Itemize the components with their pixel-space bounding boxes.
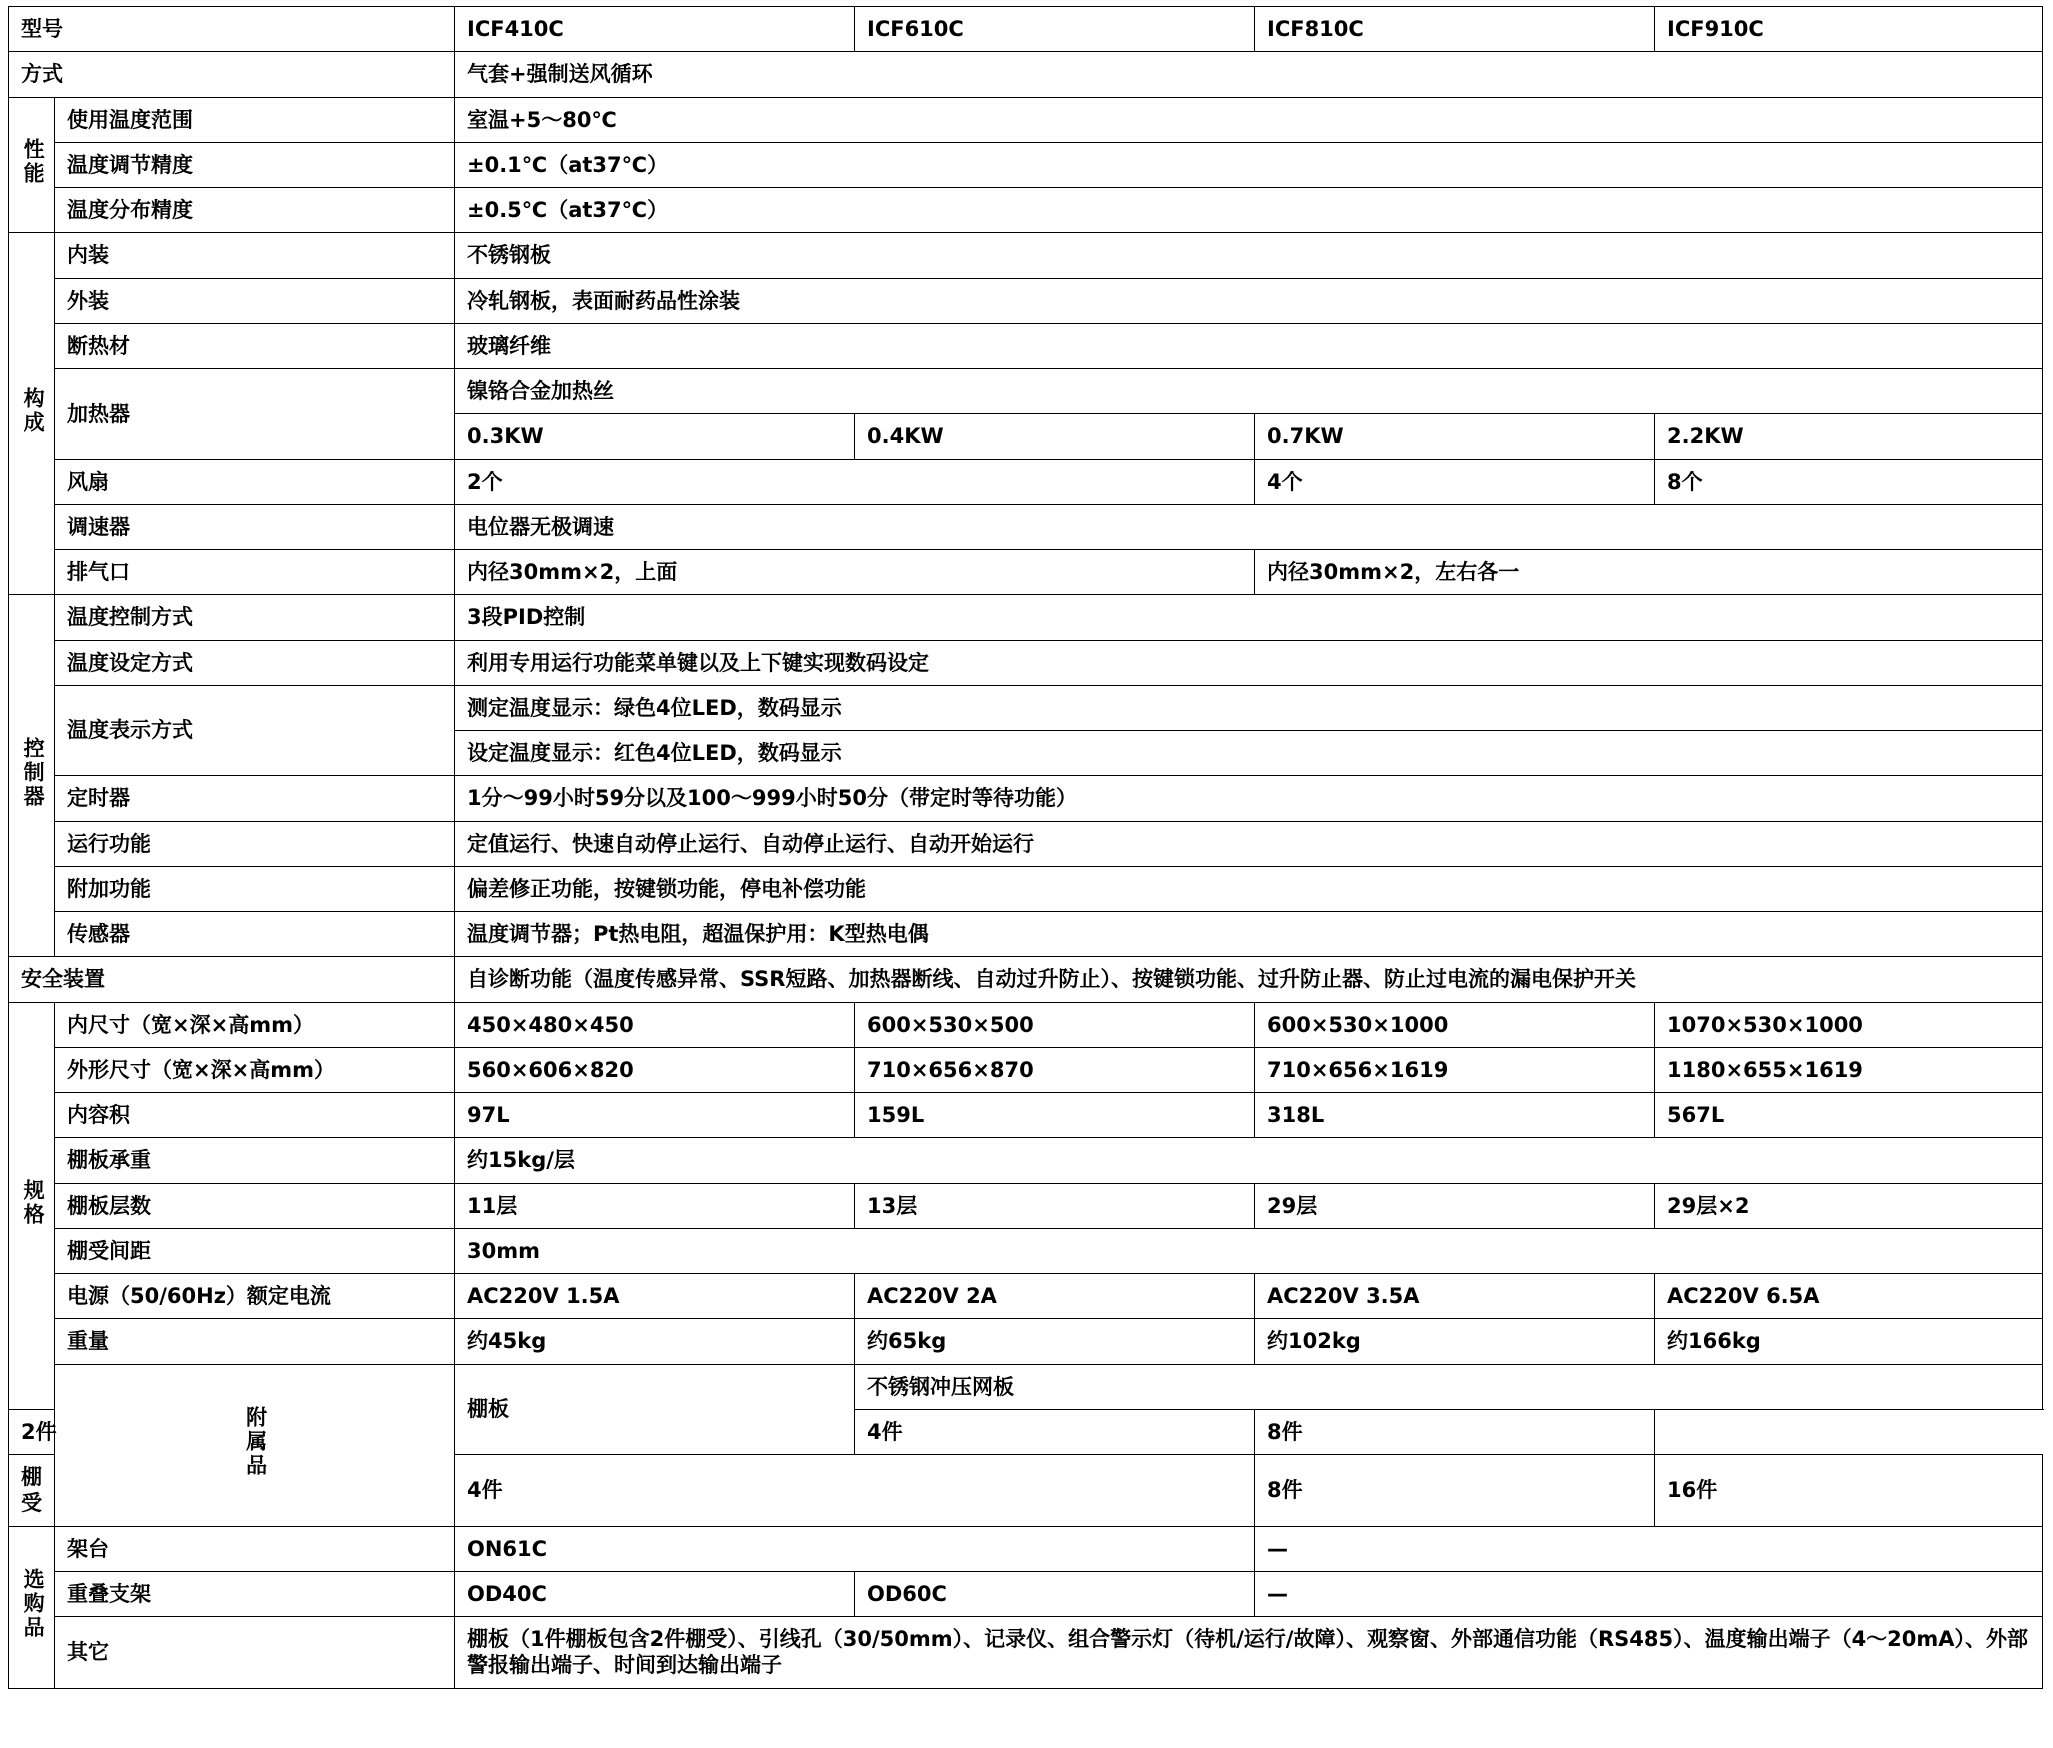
row-label-fan: 风扇 xyxy=(55,459,455,504)
row-label-sensor: 传感器 xyxy=(55,912,455,957)
row-value-fan-2: 4个 xyxy=(1255,459,1655,504)
row-value-power-icf810c: AC220V 3.5A xyxy=(1255,1274,1655,1319)
row-value-speed-controller: 电位器无极调速 xyxy=(455,504,2043,549)
row-value-sensor: 温度调节器；Pt热电阻，超温保护用：K型热电偶 xyxy=(455,912,2043,957)
header-model-label: 型号 xyxy=(9,7,455,52)
row-label-temp-display-method: 温度表示方式 xyxy=(55,685,455,776)
table-row-power xyxy=(9,1274,2043,1319)
row-value-temp-display-measured: 测定温度显示：绿色4位LED，数码显示 xyxy=(455,685,2043,730)
specification-table xyxy=(8,6,2043,1689)
row-value-stacking-bracket-2: OD60C xyxy=(855,1571,1255,1616)
row-label-temp-accuracy: 温度调节精度 xyxy=(55,142,455,187)
table-row-extra-functions xyxy=(9,866,2043,911)
row-value-fan-3: 8个 xyxy=(1655,459,2043,504)
table-row-fan xyxy=(9,459,2043,504)
table-row-method xyxy=(9,52,2043,97)
table-row-run-functions xyxy=(9,821,2043,866)
row-value-inner-size-icf810c: 600×530×1000 xyxy=(1255,1002,1655,1047)
row-value-other: 棚板（1件棚板包含2件棚受）、引线孔（30/50mm）、记录仪、组合警示灯（待机/运行/故障）、观察窗、外部通信功能（RS485）、温度输出端子（4～20mA）、外部警报输出端子、时间到达输出端子 xyxy=(455,1617,2043,1689)
row-label-extra-functions: 附加功能 xyxy=(55,866,455,911)
table-row-temp-range xyxy=(9,97,2043,142)
row-label-shelf-levels: 棚板层数 xyxy=(55,1183,455,1228)
row-value-outer-size-icf810c: 710×656×1619 xyxy=(1255,1047,1655,1092)
row-label-method: 方式 xyxy=(9,52,455,97)
row-value-extra-functions: 偏差修正功能，按键锁功能，停电补偿功能 xyxy=(455,866,2043,911)
row-value-shelf-board-count-3: 8件 xyxy=(1255,1409,1655,1454)
row-label-shelf-board: 棚板 xyxy=(455,1364,855,1455)
row-value-stand-left: ON61C xyxy=(455,1526,1255,1571)
row-value-outer-size-icf910c: 1180×655×1619 xyxy=(1655,1047,2043,1092)
row-label-inner-material: 内装 xyxy=(55,233,455,278)
row-value-weight-icf810c: 约102kg xyxy=(1255,1319,1655,1364)
table-row-temp-setting-method xyxy=(9,640,2043,685)
row-value-temp-range: 室温+5～80℃ xyxy=(455,97,2043,142)
row-value-shelf-support-3: 16件 xyxy=(1655,1455,2043,1527)
row-value-shelf-board-material: 不锈钢冲压网板 xyxy=(855,1364,2043,1409)
row-value-temp-accuracy: ±0.1℃（at37℃） xyxy=(455,142,2043,187)
row-value-temp-distribution: ±0.5℃（at37℃） xyxy=(455,188,2043,233)
table-row-temp-control-method xyxy=(9,595,2043,640)
table-row-outer-material xyxy=(9,278,2043,323)
row-value-shelf-support-1: 4件 xyxy=(455,1455,1255,1527)
row-value-safety: 自诊断功能（温度传感异常、SSR短路、加热器断线、自动过升防止）、按键锁功能、过升防止器、防止过电流的漏电保护开关 xyxy=(455,957,2043,1002)
row-label-inner-size: 内尺寸（宽×深×高mm） xyxy=(55,1002,455,1047)
table-row-stacking-bracket xyxy=(9,1571,2043,1616)
row-value-volume-icf610c: 159L xyxy=(855,1093,1255,1138)
row-label-temp-setting-method: 温度设定方式 xyxy=(55,640,455,685)
row-value-shelf-board-count-2: 4件 xyxy=(855,1409,1255,1454)
row-label-run-functions: 运行功能 xyxy=(55,821,455,866)
row-label-exhaust: 排气口 xyxy=(55,550,455,595)
table-row-speed-controller xyxy=(9,504,2043,549)
table-header-row xyxy=(9,7,2043,52)
table-row-insulation xyxy=(9,323,2043,368)
row-value-volume-icf810c: 318L xyxy=(1255,1093,1655,1138)
row-value-run-functions: 定值运行、快速自动停止运行、自动停止运行、自动开始运行 xyxy=(455,821,2043,866)
row-label-heater: 加热器 xyxy=(55,369,455,460)
row-label-temp-control-method: 温度控制方式 xyxy=(55,595,455,640)
group-construction xyxy=(9,233,55,595)
row-label-shelf-support: 棚受 xyxy=(9,1455,55,1527)
row-value-inner-size-icf410c: 450×480×450 xyxy=(455,1002,855,1047)
header-model-icf410c: ICF410C xyxy=(455,7,855,52)
table-row-shelf-pitch xyxy=(9,1228,2043,1273)
header-model-icf910c: ICF910C xyxy=(1655,7,2043,52)
row-label-weight: 重量 xyxy=(55,1319,455,1364)
table-row-exhaust xyxy=(9,550,2043,595)
table-row-shelf-board-material xyxy=(9,1364,2043,1409)
row-value-shelf-pitch: 30mm xyxy=(455,1228,2043,1273)
row-value-heater-power-icf810c: 0.7KW xyxy=(1255,414,1655,459)
table-row-safety xyxy=(9,957,2043,1002)
table-row-other xyxy=(9,1617,2043,1689)
row-value-power-icf410c: AC220V 1.5A xyxy=(455,1274,855,1319)
row-label-outer-size: 外形尺寸（宽×深×高mm） xyxy=(55,1047,455,1092)
table-row-temp-display-measured xyxy=(9,685,2043,730)
row-label-insulation: 断热材 xyxy=(55,323,455,368)
table-row-inner-material xyxy=(9,233,2043,278)
row-value-temp-control-method: 3段PID控制 xyxy=(455,595,2043,640)
row-label-shelf-load: 棚板承重 xyxy=(55,1138,455,1183)
row-label-volume: 内容积 xyxy=(55,1093,455,1138)
row-value-shelf-load: 约15kg/层 xyxy=(455,1138,2043,1183)
table-row-shelf-levels xyxy=(9,1183,2043,1228)
row-value-stacking-bracket-1: OD40C xyxy=(455,1571,855,1616)
row-value-power-icf910c: AC220V 6.5A xyxy=(1655,1274,2043,1319)
row-value-volume-icf910c: 567L xyxy=(1655,1093,2043,1138)
group-performance xyxy=(9,97,55,233)
row-value-inner-size-icf910c: 1070×530×1000 xyxy=(1655,1002,2043,1047)
group-controller xyxy=(9,595,55,957)
row-value-weight-icf910c: 约166kg xyxy=(1655,1319,2043,1364)
table-row-outer-size xyxy=(9,1047,2043,1092)
table-row-weight xyxy=(9,1319,2043,1364)
row-value-shelf-support-2: 8件 xyxy=(1255,1455,1655,1527)
row-value-outer-size-icf410c: 560×606×820 xyxy=(455,1047,855,1092)
row-value-outer-size-icf610c: 710×656×870 xyxy=(855,1047,1255,1092)
group-performance-label: 性能 xyxy=(21,137,46,186)
row-value-exhaust-right: 内径30mm×2，左右各一 xyxy=(1255,550,2043,595)
row-value-shelf-levels-icf410c: 11层 xyxy=(455,1183,855,1228)
row-value-heater-power-icf910c: 2.2KW xyxy=(1655,414,2043,459)
row-value-stand-right: — xyxy=(1255,1526,2043,1571)
row-label-power: 电源（50/60Hz）额定电流 xyxy=(55,1274,455,1319)
table-row-stand xyxy=(9,1526,2043,1571)
row-value-inner-material: 不锈钢板 xyxy=(455,233,2043,278)
row-label-stand: 架台 xyxy=(55,1526,455,1571)
row-value-timer: 1分～99小时59分以及100～999小时50分（带定时等待功能） xyxy=(455,776,2043,821)
row-value-shelf-levels-icf810c: 29层 xyxy=(1255,1183,1655,1228)
group-options-label: 选购品 xyxy=(21,1567,46,1640)
table-row-temp-distribution xyxy=(9,188,2043,233)
table-row-temp-accuracy xyxy=(9,142,2043,187)
group-accessories-label: 附属品 xyxy=(243,1405,268,1478)
header-model-icf610c: ICF610C xyxy=(855,7,1255,52)
table-row-heater-material xyxy=(9,369,2043,414)
row-value-heater-material: 镍铬合金加热丝 xyxy=(455,369,2043,414)
row-value-fan-1: 2个 xyxy=(455,459,1255,504)
row-value-weight-icf610c: 约65kg xyxy=(855,1319,1255,1364)
group-options xyxy=(9,1526,55,1688)
row-label-safety: 安全装置 xyxy=(9,957,455,1002)
row-value-inner-size-icf610c: 600×530×500 xyxy=(855,1002,1255,1047)
row-value-shelf-levels-icf610c: 13层 xyxy=(855,1183,1255,1228)
row-label-temp-range: 使用温度范围 xyxy=(55,97,455,142)
row-value-insulation: 玻璃纤维 xyxy=(455,323,2043,368)
row-label-other: 其它 xyxy=(55,1617,455,1689)
row-value-temp-display-set: 设定温度显示：红色4位LED，数码显示 xyxy=(455,731,2043,776)
row-label-outer-material: 外装 xyxy=(55,278,455,323)
table-row-sensor xyxy=(9,912,2043,957)
group-spec xyxy=(9,1002,55,1409)
row-value-method: 气套+强制送风循环 xyxy=(455,52,2043,97)
table-row-volume xyxy=(9,1093,2043,1138)
row-label-speed-controller: 调速器 xyxy=(55,504,455,549)
row-label-stacking-bracket: 重叠支架 xyxy=(55,1571,455,1616)
table-row-shelf-load xyxy=(9,1138,2043,1183)
row-value-stacking-bracket-3: — xyxy=(1255,1571,2043,1616)
row-value-outer-material: 冷轧钢板，表面耐药品性涂装 xyxy=(455,278,2043,323)
row-value-shelf-levels-icf910c: 29层×2 xyxy=(1655,1183,2043,1228)
group-controller-label: 控制器 xyxy=(21,736,46,809)
table-row-shelf-board-count xyxy=(9,1409,2043,1454)
header-model-icf810c: ICF810C xyxy=(1255,7,1655,52)
row-value-heater-power-icf610c: 0.4KW xyxy=(855,414,1255,459)
group-construction-label: 构成 xyxy=(21,386,46,435)
row-label-temp-distribution: 温度分布精度 xyxy=(55,188,455,233)
row-value-temp-setting-method: 利用专用运行功能菜单键以及上下键实现数码设定 xyxy=(455,640,2043,685)
row-label-shelf-pitch: 棚受间距 xyxy=(55,1228,455,1273)
row-value-weight-icf410c: 约45kg xyxy=(455,1319,855,1364)
row-value-heater-power-icf410c: 0.3KW xyxy=(455,414,855,459)
group-spec-label: 规格 xyxy=(21,1178,46,1227)
row-label-timer: 定时器 xyxy=(55,776,455,821)
row-value-shelf-board-count-1: 2件 xyxy=(9,1409,455,1454)
table-row-inner-size xyxy=(9,1002,2043,1047)
row-value-power-icf610c: AC220V 2A xyxy=(855,1274,1255,1319)
row-value-exhaust-left: 内径30mm×2，上面 xyxy=(455,550,1255,595)
row-value-volume-icf410c: 97L xyxy=(455,1093,855,1138)
table-row-timer xyxy=(9,776,2043,821)
